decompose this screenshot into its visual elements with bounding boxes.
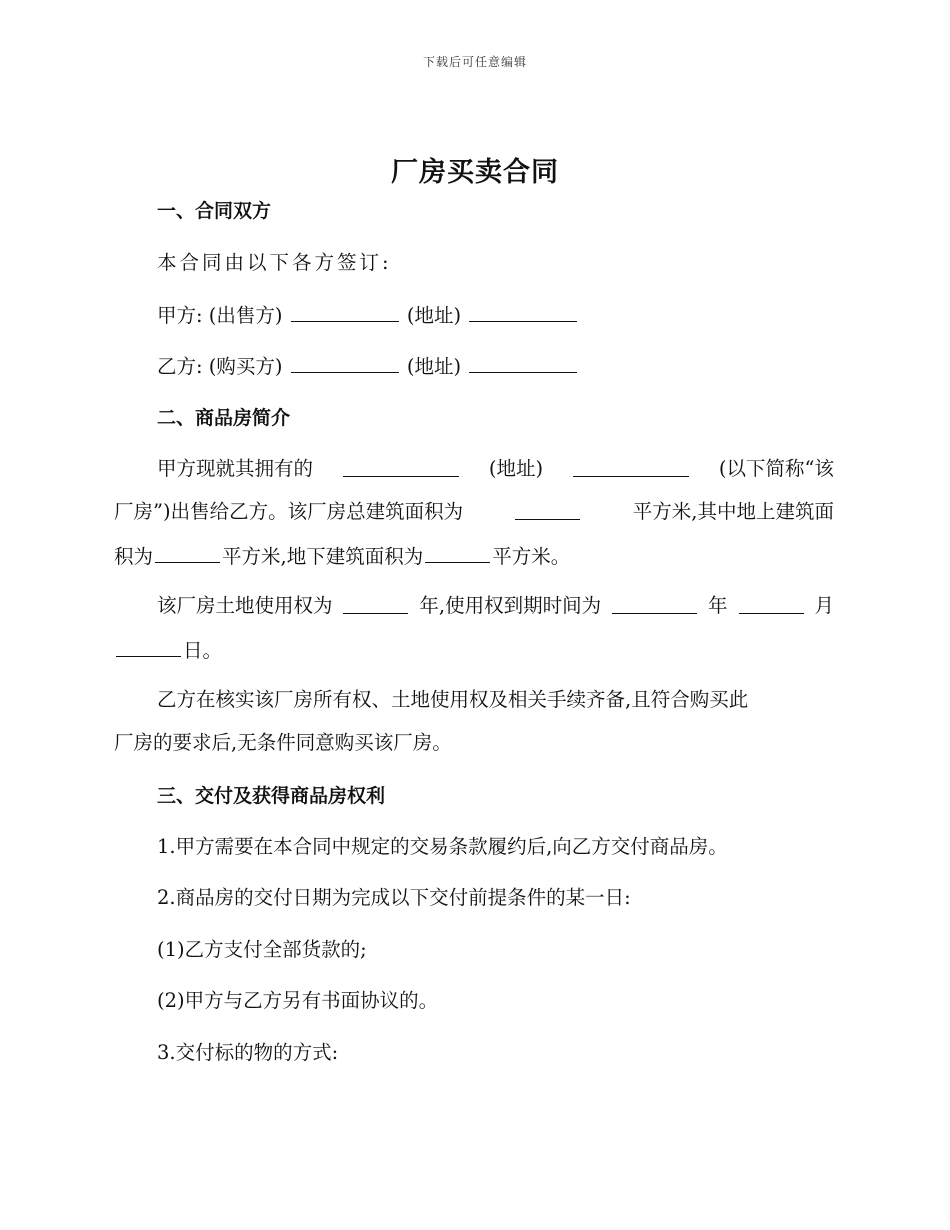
above-ground-area-blank[interactable] <box>155 540 220 563</box>
property-text: (以下简称“该 <box>718 457 834 480</box>
property-text: 平方米。 <box>492 545 571 568</box>
document-title: 厂房买卖合同 <box>391 157 559 188</box>
section-heading-property: 二、商品房简介 <box>157 407 291 429</box>
party-b-name-blank[interactable] <box>291 350 399 373</box>
property-text: 年 <box>708 594 728 617</box>
delivery-item: 3.交付标的物的方式: <box>157 1041 339 1064</box>
expiry-month-blank[interactable] <box>739 591 804 614</box>
party-a-name-blank[interactable] <box>291 299 399 322</box>
party-a-role: (出售方) <box>208 304 283 327</box>
party-a-line <box>157 299 834 331</box>
property-text: 该厂房土地使用权为 <box>157 594 333 617</box>
property-address-blank[interactable] <box>573 454 689 477</box>
property-p2-line2 <box>114 634 834 666</box>
expiry-year-blank[interactable] <box>612 591 697 614</box>
parties-intro: 本合同由以下各方签订: <box>157 251 392 274</box>
delivery-item: 1.甲方需要在本合同中规定的交易条款履约后,向乙方交付商品房。 <box>157 835 728 858</box>
party-b-address-label: (地址) <box>406 355 462 378</box>
land-use-years-blank[interactable] <box>343 591 408 614</box>
section-heading-parties: 一、合同双方 <box>157 200 272 222</box>
section-heading-delivery: 三、交付及获得商品房权利 <box>157 785 386 807</box>
party-b-line <box>157 350 834 382</box>
property-text: 甲方现就其拥有的 <box>157 457 314 480</box>
property-text: 月 <box>814 594 834 617</box>
party-b-label: 乙方: <box>157 355 203 378</box>
property-text: 积为 <box>114 545 154 568</box>
delivery-item: (2)甲方与乙方另有书面协议的。 <box>157 989 439 1012</box>
property-p3-line1: 乙方在核实该厂房所有权、土地使用权及相关手续齐备,且符合购买此 <box>157 688 749 711</box>
property-text: 平方米,其中地上建筑面 <box>632 500 834 523</box>
property-owner-blank[interactable] <box>343 454 459 477</box>
party-b-role: (购买方) <box>208 355 283 378</box>
party-a-address-blank[interactable] <box>469 299 577 322</box>
party-a-label: 甲方: <box>157 304 203 327</box>
party-b-address-blank[interactable] <box>469 350 577 373</box>
total-area-blank[interactable] <box>515 497 580 520</box>
delivery-item: 2.商品房的交付日期为完成以下交付前提条件的某一日: <box>157 886 631 909</box>
property-p1-line3 <box>114 540 834 572</box>
property-address-label: (地址) <box>488 457 544 480</box>
property-text: 厂房”)出售给乙方。该厂房总建筑面积为 <box>114 500 464 523</box>
property-text: 年,使用权到期时间为 <box>419 594 602 617</box>
expiry-day-blank[interactable] <box>116 634 181 657</box>
property-p1-line2 <box>114 497 834 527</box>
party-a-address-label: (地址) <box>406 304 462 327</box>
underground-area-blank[interactable] <box>425 540 490 563</box>
property-p3-line2: 厂房的要求后,无条件同意购买该厂房。 <box>114 731 452 754</box>
property-text: 日。 <box>183 639 223 662</box>
header-note: 下载后可任意编辑 <box>422 55 527 69</box>
delivery-item: (1)乙方支付全部货款的; <box>157 938 367 961</box>
property-p2-line1 <box>157 591 834 621</box>
property-p1-line1 <box>157 454 834 484</box>
property-text: 平方米,地下建筑面积为 <box>222 545 424 568</box>
